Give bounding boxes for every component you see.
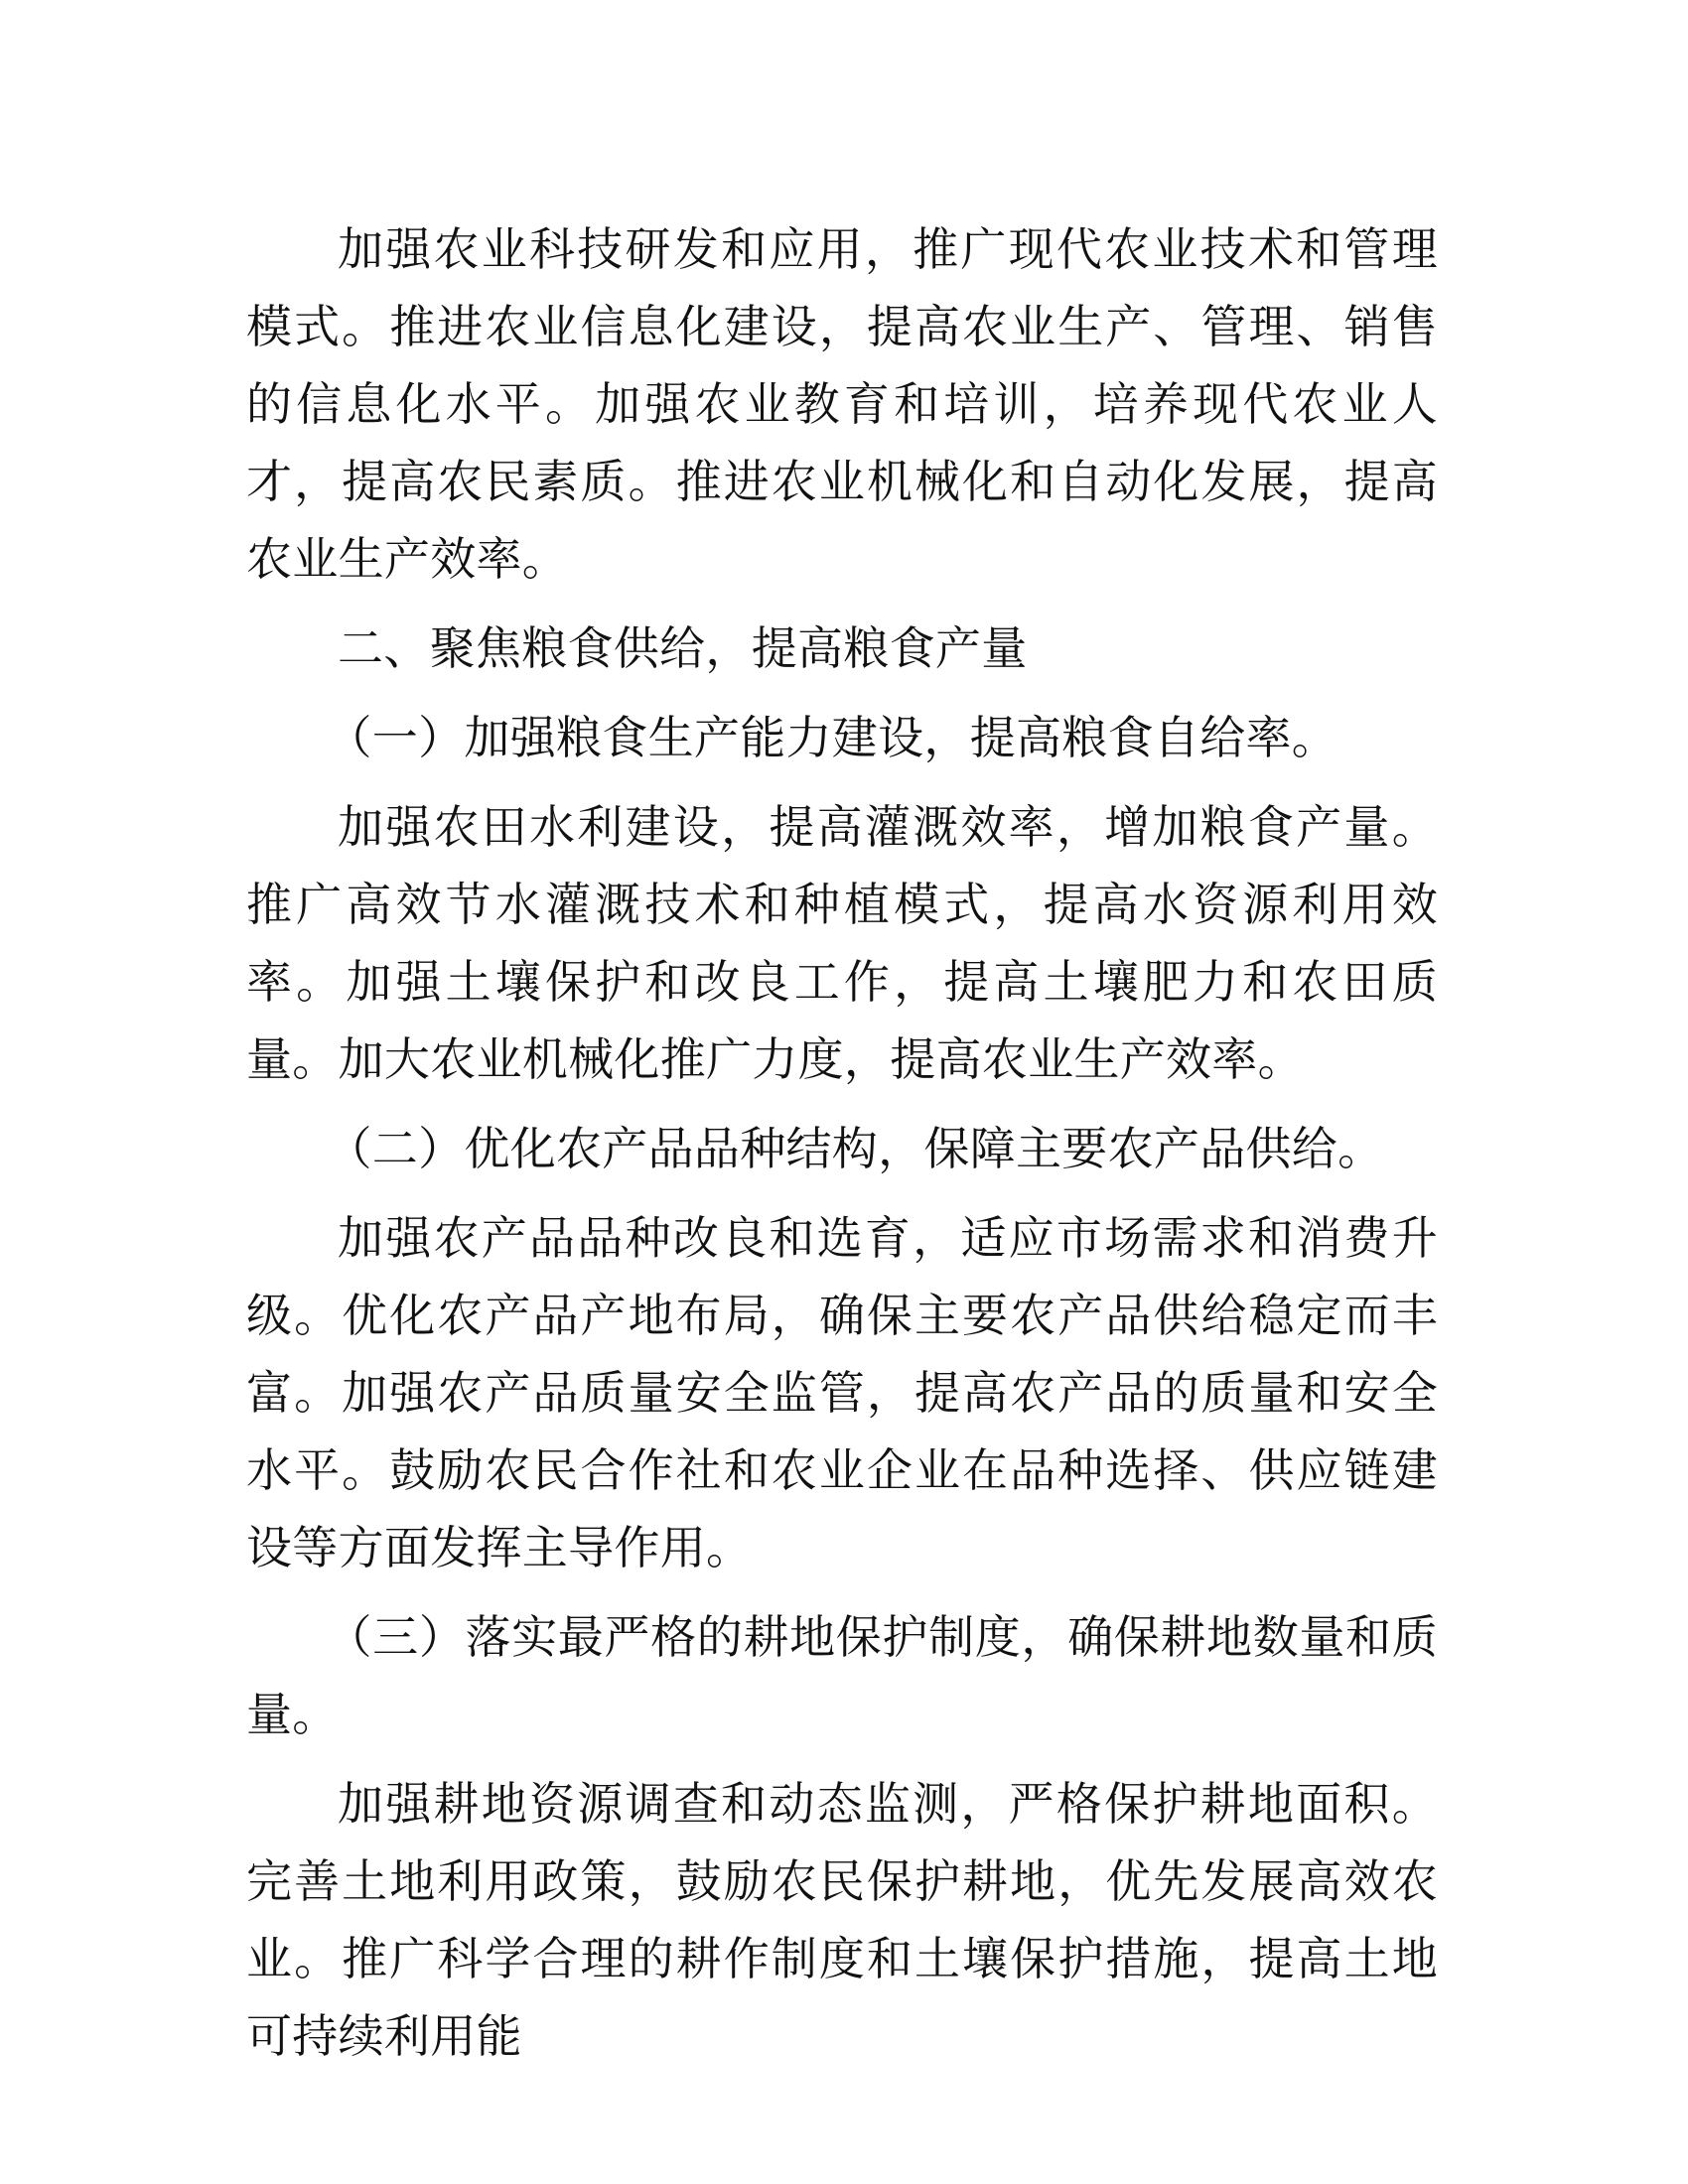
body-paragraph: 加强耕地资源调查和动态监测，严格保护耕地面积。完善土地利用政策，鼓励农民保护耕地，优先发展高效农业。推广科学合理的耕作制度和土壤保护措施，提高土地可持续利用能 [246,1777,1438,2063]
body-paragraph: 加强农业科技研发和应用，推广现代农业技术和管理模式。推进农业信息化建设，提高农业生产、管理、销售的信息化水平。加强农业教育和培训，培养现代农业人才，提高农民素质。推进农业机械化和自动化发展，提高农业生产效率。 [246,222,1438,586]
document-body [246,210,1438,2087]
subsection-heading: （一）加强粮食生产能力建设，提高粮食自给率。 [326,711,1338,764]
body-paragraph: 加强农产品品种改良和选育，适应市场需求和消费升级。优化农产品产地布局，确保主要农产品供给稳定而丰富。加强农产品质量安全监管，提高农产品的质量和安全水平。鼓励农民合作社和农业企业在品种选择、供应链建设等方面发挥主导作用。 [246,1211,1438,1574]
subsection-heading: （二）优化农产品品种结构，保障主要农产品供给。 [326,1122,1384,1175]
section-heading: 二、聚焦粮食供给，提高粮食产量 [338,621,1028,675]
subsection-heading: （三）落实最严格的耕地保护制度，确保耕地数量和质量。 [246,1610,1438,1741]
body-paragraph: 加强农田水利建设，提高灌溉效率，增加粮食产量。推广高效节水灌溉技术和种植模式，提高水资源利用效率。加强土壤保护和改良工作，提高土壤肥力和农田质量。加大农业机械化推广力度，提高农业生产效率。 [246,800,1438,1086]
